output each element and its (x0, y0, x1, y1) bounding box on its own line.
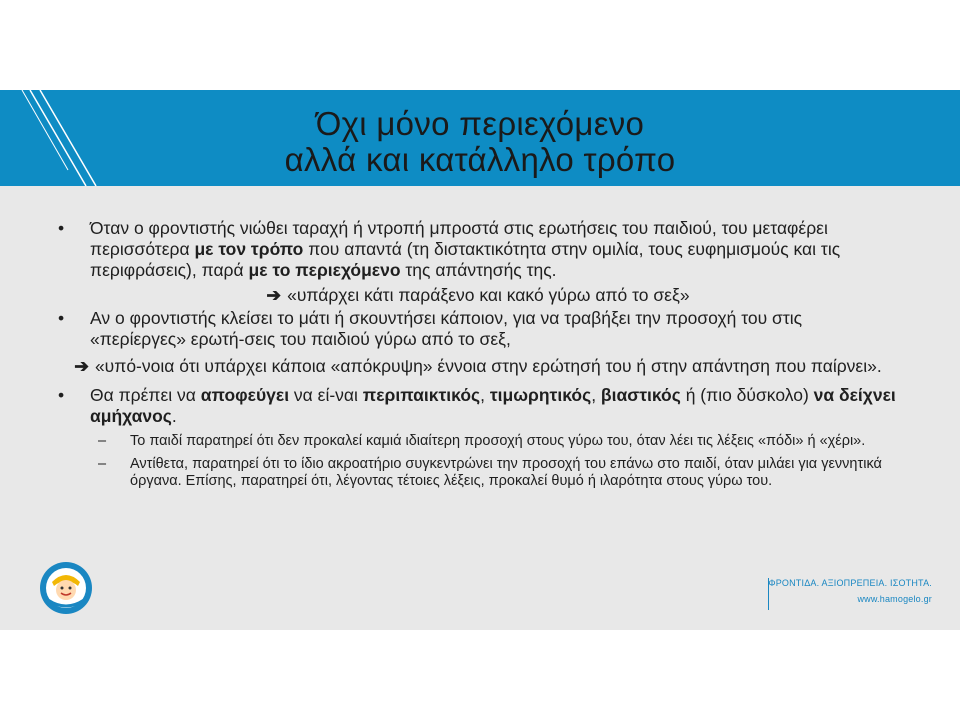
dash-icon: – (98, 456, 107, 472)
slide-body (58, 218, 898, 490)
bold-phrase: με το περιεχόμενο (248, 260, 401, 280)
smile-of-the-child-logo-icon (38, 560, 94, 616)
slide (0, 90, 960, 630)
footer (768, 575, 932, 607)
sub-item-2: – Αντίθετα, παρατηρεί ότι το ίδιο ακροατήριο συγκεντρώνει την προσοχή του επάνω στο παιδί, όταν μιλάει για γεννητικά όργανα. Επίσης, παρατηρεί ότι, λέγοντας τέτοιες λέξεις, προκαλεί θυμό ή ιλαρότητα στους γύρω του. (98, 456, 882, 489)
bullet-item-1: • Όταν ο φροντιστής νιώθει ταραχή ή ντροπή μπροστά στις ερωτήσεις του παιδιού, του μεταφέρει περισσότερα με τον τρόπο που απαντά (τη διστακτικότητα στην ομιλία, τους ευφημισμούς και τις περιφράσεις), παρά με το περιεχόμενο της απάντησής της. (58, 218, 841, 280)
footer-url[interactable]: www.hamogelo.gr (857, 594, 932, 604)
title-line-2: αλλά και κατάλληλο τρόπο (284, 141, 676, 178)
sub-item-1: – Το παιδί παρατηρεί ότι δεν προκαλεί καμιά ιδιαίτερη προσοχή στους γύρω του, όταν λέει τις λέξεις «πόδι» ή «χέρι». (98, 433, 866, 449)
title-line-1: Όχι μόνο περιεχόμενο (315, 105, 645, 142)
footer-tagline: ΦΡΟΝΤΙΔΑ. ΑΞΙΟΠΡΕΠΕΙΑ. ΙΣΟΤΗΤΑ. (768, 578, 932, 588)
dash-icon: – (98, 433, 107, 449)
arrow-right-icon: ➔ (266, 285, 282, 305)
bullet-icon: • (58, 385, 65, 405)
bullet-icon: • (58, 308, 65, 328)
arrow-statement-1: ➔ «υπάρχει κάτι παράξενο και κακό γύρω από το σεξ» (266, 285, 690, 305)
bullet-item-2: • Αν ο φροντιστής κλείσει το μάτι ή σκουντήσει κάποιον, για να τραβήξει την προσοχή του στις «περίεργες» ερωτή-σεις του παιδιού γύρω από το σεξ, (58, 308, 803, 349)
arrow-statement-2: ➔ «υπό-νοια ότι υπάρχει κάποια «απόκρυψη» έννοια στην ερώτησή του ή στην απάντηση που παίρνει». (74, 356, 882, 376)
bullet-item-3: • Θα πρέπει να αποφεύγει να εί-ναι περιπαικτικός, τιμωρητικός, βιαστικός ή (πιο δύσκολο) να δείχνει αμήχανος. (58, 385, 896, 426)
arrow-right-icon: ➔ (74, 356, 89, 376)
bold-phrase: με τον τρόπο (194, 239, 304, 259)
bullet-icon: • (58, 218, 65, 238)
slide-title (0, 106, 960, 178)
